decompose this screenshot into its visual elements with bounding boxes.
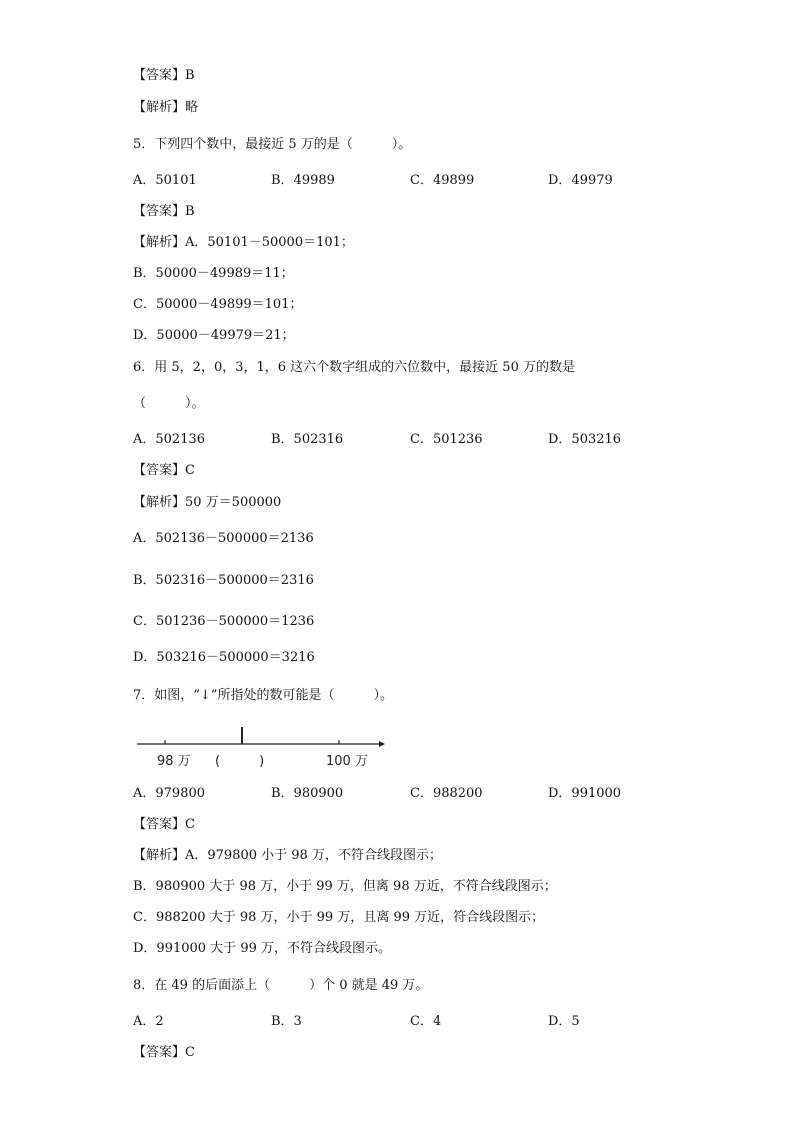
label-98-wan: 98 万 (157, 754, 191, 769)
q6-analysis-2: A．502136－500000＝2136 (133, 531, 314, 546)
q8-option-a: A．2 (133, 1014, 164, 1029)
q7-analysis-3: C．988200 大于 98 万，小于 99 万，且离 99 万近，符合线段图示； (133, 910, 545, 925)
number-line-figure (133, 722, 393, 772)
q6-analysis-5: D．503216－500000＝3216 (133, 650, 315, 665)
q5-option-c: C．49899 (410, 173, 475, 188)
q6-analysis-3: B．502316－500000＝2316 (133, 573, 314, 588)
question-6-stem-line2: （ ）。 (133, 396, 205, 411)
label-100-wan: 100 万 (326, 754, 368, 769)
q8-option-c: C．4 (410, 1014, 442, 1029)
q7-option-d: D．991000 (548, 786, 622, 801)
q8-answer: 【答案】C (133, 1045, 195, 1060)
q8-option-d: D．5 (548, 1014, 580, 1029)
label-blank: ( ) (215, 754, 265, 769)
question-8-stem: 8．在 49 的后面添上（ ）个 0 就是 49 万。 (133, 978, 429, 993)
analysis-line: 【解析】略 (133, 100, 199, 115)
q7-analysis-2: B．980900 大于 98 万，小于 99 万，但离 98 万近，不符合线段图示； (133, 879, 557, 894)
q5-analysis-2: B．50000－49989＝11； (133, 266, 294, 281)
q5-option-d: D．49979 (548, 173, 613, 188)
q5-answer: 【答案】B (133, 204, 195, 219)
question-6-stem-line1: 6．用 5，2，0，3，1，6 这六个数字组成的六位数中，最接近 50 万的数是 (133, 360, 575, 375)
q5-option-a: A．50101 (133, 173, 197, 188)
answer-line: 【答案】B (133, 68, 195, 83)
q5-analysis-4: D．50000－49979＝21； (133, 328, 295, 343)
question-7-stem: 7．如图，“↓”所指处的数可能是（ ）。 (133, 688, 393, 703)
q7-option-c: C．988200 (410, 786, 483, 801)
q6-analysis-4: C．501236－500000＝1236 (133, 614, 315, 629)
q7-analysis-4: D．991000 大于 99 万，不符合线段图示。 (133, 941, 391, 956)
q6-answer: 【答案】C (133, 463, 195, 478)
q5-analysis-1: 【解析】A．50101－50000＝101； (133, 235, 354, 250)
q8-option-b: B．3 (271, 1014, 302, 1029)
q6-analysis-1: 【解析】50 万＝500000 (133, 495, 282, 510)
q5-option-b: B．49989 (271, 173, 335, 188)
q6-option-b: B．502316 (271, 432, 344, 447)
q5-analysis-3: C．50000－49899＝101； (133, 297, 303, 312)
q7-option-a: A．979800 (133, 786, 206, 801)
number-line-arrowhead (379, 741, 385, 747)
q7-answer: 【答案】C (133, 817, 195, 832)
q7-analysis-1: 【解析】A．979800 小于 98 万，不符合线段图示； (133, 848, 442, 863)
q6-option-a: A．502136 (133, 432, 206, 447)
q6-option-d: D．503216 (548, 432, 622, 447)
question-5-stem: 5．下列四个数中，最接近 5 万的是（ ）。 (133, 137, 412, 152)
q7-option-b: B．980900 (271, 786, 344, 801)
q6-option-c: C．501236 (410, 432, 483, 447)
